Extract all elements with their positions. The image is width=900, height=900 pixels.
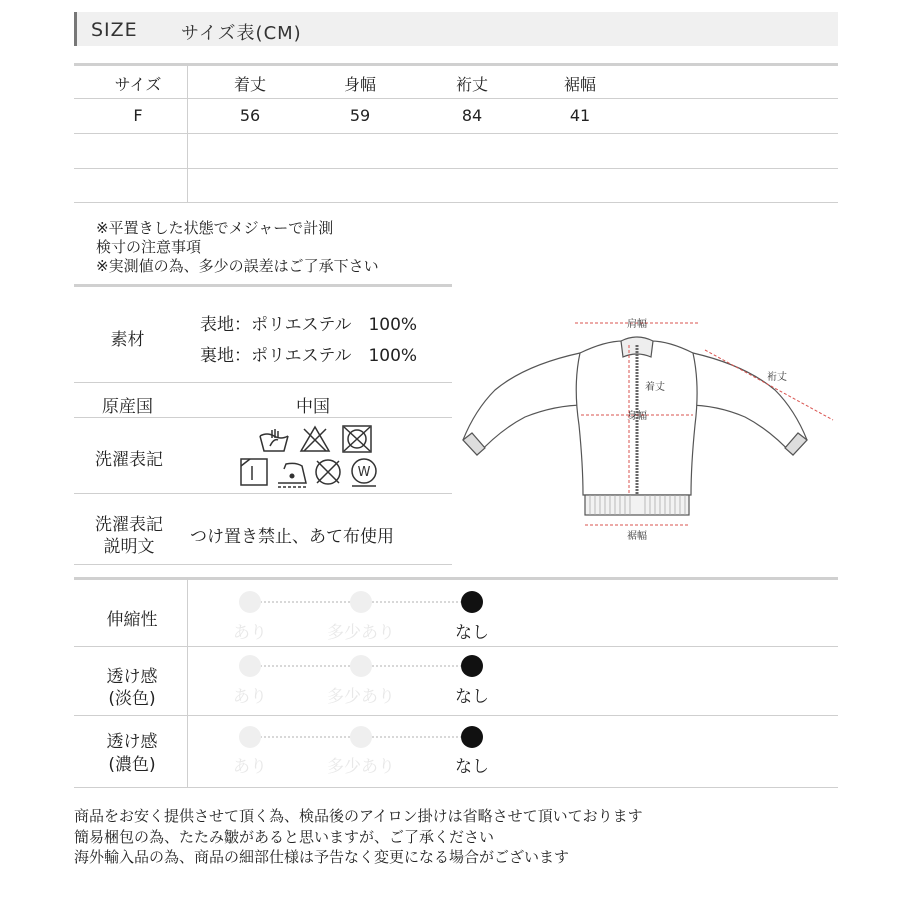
no-bleach-icon — [301, 427, 329, 451]
line-dry-shade-icon — [241, 459, 267, 485]
col-header-sleeve: 裄丈 — [455, 75, 488, 94]
length-label: 着丈 — [645, 382, 665, 393]
material-outer: 表地：ポリエステル 100% — [200, 315, 418, 335]
material-label: 素材 — [110, 330, 145, 350]
sheer-dark-option-dot-1 — [239, 726, 261, 748]
care-desc-label-line2: 説明文 — [103, 537, 155, 557]
size-subtitle: サイズ表(CM) — [181, 23, 302, 44]
material-lining: 裏地：ポリエステル 100% — [200, 346, 418, 366]
care-desc-value: つけ置き禁止、あて布使用 — [190, 527, 394, 547]
sheer-dark-option-label-1: あり — [233, 757, 267, 777]
care-label: 洗濯表記 — [95, 450, 163, 470]
table-cell-length: 56 — [239, 106, 261, 125]
wet-clean-icon — [352, 459, 376, 486]
size-heading: SIZE — [91, 19, 138, 41]
sheer-dark-label-line1: 透け感 — [106, 732, 158, 752]
jacket-hem-band — [585, 495, 689, 515]
sheer-light-option-label-3: なし — [455, 687, 489, 707]
table-cell-sleeve: 84 — [461, 106, 483, 125]
table-cell-chest: 59 — [349, 106, 371, 125]
iron-low-icon — [278, 463, 306, 487]
stretch-option-dot-2 — [350, 591, 372, 613]
measure-error-note: ※実測値の為、多少の誤差はご了承下さい — [96, 257, 379, 275]
sheer-dark-option-dot-2 — [350, 726, 372, 748]
care-icons-row-1 — [258, 424, 376, 454]
sleeve-label: 裄丈 — [767, 372, 787, 383]
stretch-option-dot-3 — [461, 591, 483, 613]
sheer-light-option-label-1: あり — [233, 687, 267, 707]
measure-note: ※平置きした状態でメジャーで計測 — [96, 219, 334, 237]
footer-note-ironing: 商品をお安く提供させて頂く為、検品後のアイロン掛けは省略させて頂いております — [74, 807, 643, 825]
hem-label: 裾幅 — [627, 531, 647, 542]
sheer-dark-option-label-2: 多少あり — [327, 757, 395, 777]
col-header-chest: 身幅 — [343, 75, 376, 94]
table-cell-size: F — [133, 106, 143, 125]
sheer-light-label-line2: (淡色) — [108, 689, 156, 709]
no-tumble-dry-icon — [343, 426, 371, 452]
stretch-option-label-3: なし — [455, 623, 489, 643]
care-desc-label-line1: 洗濯表記 — [95, 515, 163, 535]
stretch-label: 伸縮性 — [106, 610, 158, 630]
no-dry-clean-icon — [316, 460, 340, 484]
sheer-light-option-dot-3 — [461, 655, 483, 677]
sheer-light-label-line1: 透け感 — [106, 667, 158, 687]
sheer-dark-label-line2: (濃色) — [108, 755, 156, 775]
sheer-light-option-dot-2 — [350, 655, 372, 677]
stretch-option-label-2: 多少あり — [327, 623, 395, 643]
sheer-dark-option-label-3: なし — [455, 757, 489, 777]
stretch-option-label-1: あり — [233, 623, 267, 643]
footer-note-import: 海外輸入品の為、商品の細部仕様は予告なく変更になる場合がございます — [74, 848, 570, 866]
footer-note-packaging: 簡易梱包の為、たたみ皺があると思いますが、ご了承ください — [74, 828, 495, 846]
col-header-size: サイズ — [114, 75, 162, 94]
chest-label: 身幅 — [627, 411, 647, 422]
sheer-light-option-label-2: 多少あり — [327, 687, 395, 707]
col-header-length: 着丈 — [233, 75, 266, 94]
right-sleeve — [687, 353, 807, 455]
stretch-option-dot-1 — [239, 591, 261, 613]
origin-label: 原産国 — [102, 397, 153, 417]
care-icons-row-2 — [240, 456, 384, 490]
shoulder-label: 肩幅 — [627, 319, 647, 330]
table-cell-hem: 41 — [569, 106, 591, 125]
hand-wash-icon — [260, 429, 288, 451]
col-header-hem: 裾幅 — [563, 75, 596, 94]
sheer-dark-option-dot-3 — [461, 726, 483, 748]
left-sleeve — [463, 353, 585, 455]
sheer-light-option-dot-1 — [239, 655, 261, 677]
origin-value: 中国 — [296, 397, 330, 417]
svg-text:W: W — [357, 465, 371, 480]
measure-caution-title: 検寸の注意事項 — [96, 238, 202, 256]
jacket-diagram — [455, 305, 840, 550]
size-header — [74, 12, 838, 46]
